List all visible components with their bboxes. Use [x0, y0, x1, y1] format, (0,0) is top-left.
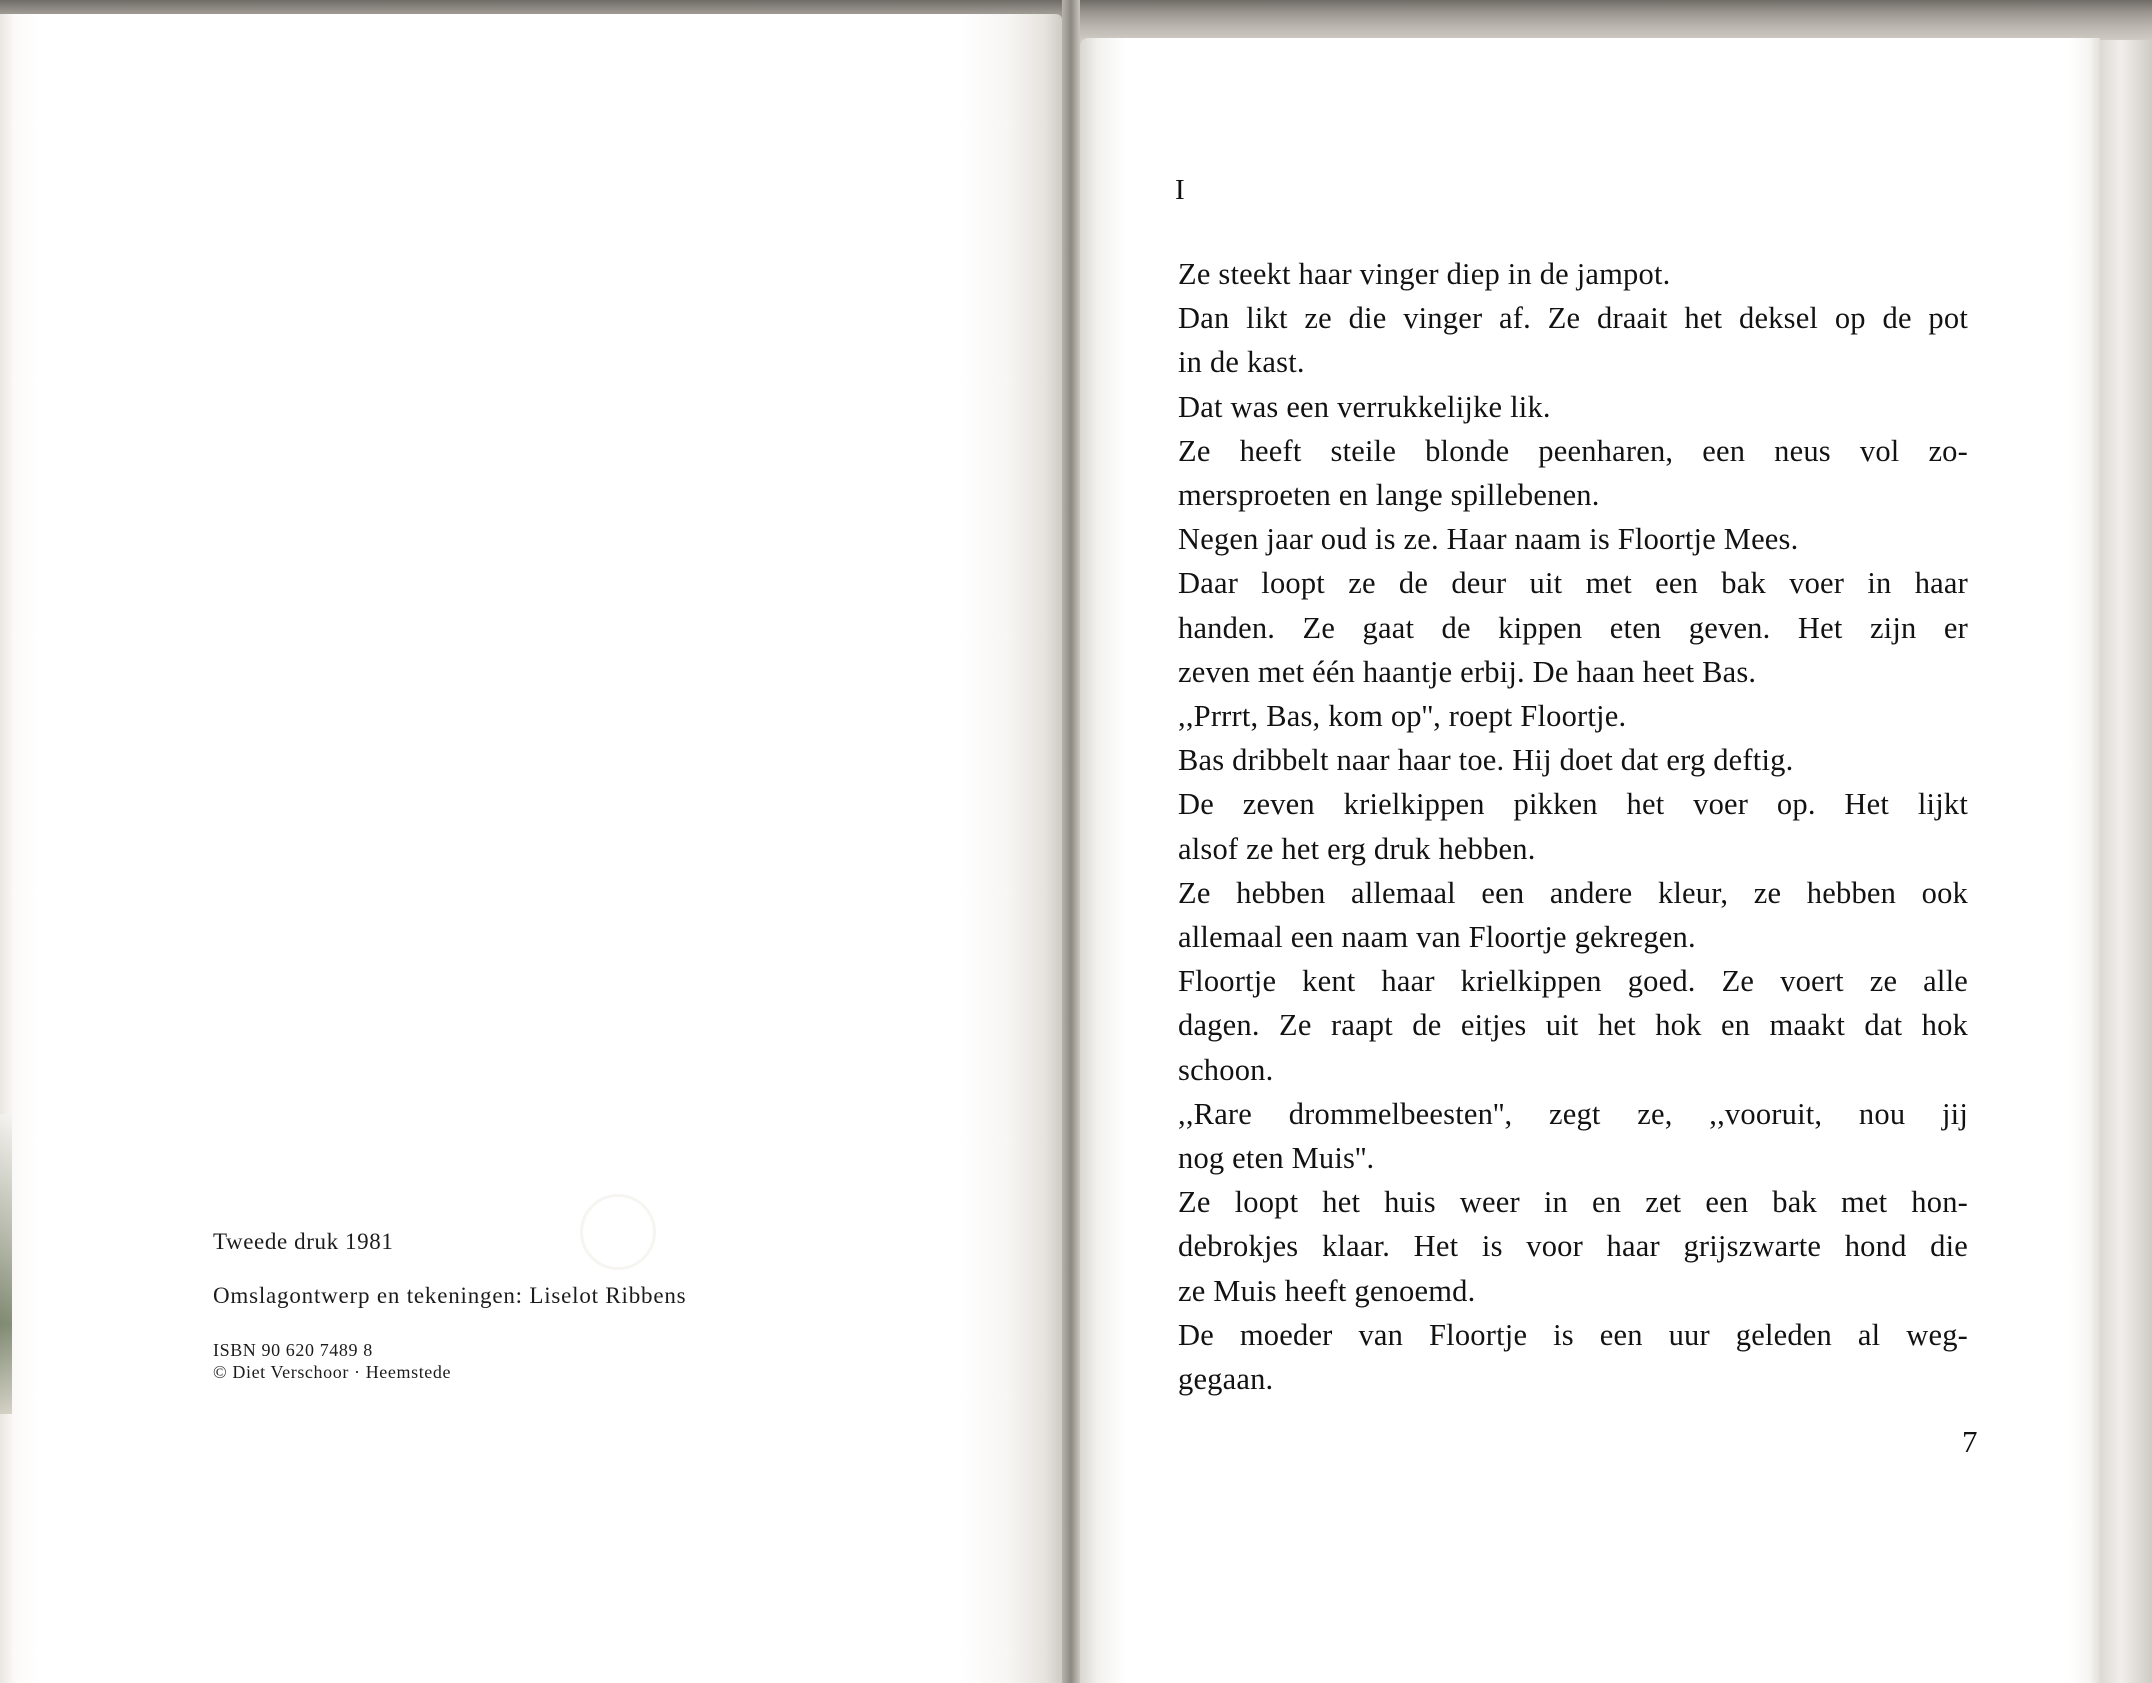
body-text — [1178, 252, 1968, 1401]
text-line: Dan likt ze die vinger af. Ze draait het deksel op de pot — [1178, 301, 1968, 336]
page-number: 7 — [1962, 1424, 1978, 1459]
text-line: Ze hebben allemaal een andere kleur, ze hebben ook — [1178, 875, 1968, 910]
copyright-line: © Diet Verschoor · Heemstede — [213, 1362, 452, 1382]
page-edges — [2100, 40, 2152, 1683]
edition-note: Tweede druk 1981 — [213, 1229, 394, 1254]
text-line: ,,Rare drommelbeesten'', zegt ze, ,,vooruit, nou jij — [1178, 1096, 1968, 1131]
isbn: ISBN 90 620 7489 8 — [213, 1340, 373, 1360]
text-line: Negen jaar oud is ze. Haar naam is Floortje Mees. — [1178, 522, 1799, 557]
text-line: mersproeten en lange spillebenen. — [1178, 478, 1600, 513]
text-line: ze Muis heeft genoemd. — [1178, 1273, 1476, 1308]
text-line: Bas dribbelt naar haar toe. Hij doet dat erg deftig. — [1178, 743, 1794, 778]
text-line: Dat was een verrukkelijke lik. — [1178, 389, 1551, 424]
left-page — [0, 14, 1062, 1683]
text-line: Ze heeft steile blonde peenharen, een neus vol zo- — [1178, 433, 1968, 468]
text-line: Floortje kent haar krielkippen goed. Ze voert ze alle — [1178, 964, 1968, 999]
chapter-number: I — [1175, 174, 1185, 206]
text-line: Ze loopt het huis weer in en zet een bak met hon- — [1178, 1185, 1968, 1220]
cover-credits: Omslagontwerp en tekeningen: Liselot Ribbens — [213, 1283, 687, 1308]
text-line: debrokjes klaar. Het is voor haar grijszwarte hond die — [1178, 1229, 1968, 1264]
colophon — [213, 1229, 973, 1383]
text-line: in de kast. — [1178, 345, 1305, 380]
text-line: nog eten Muis''. — [1178, 1141, 1375, 1176]
text-line: zeven met één haantje erbij. De haan heet Bas. — [1178, 654, 1757, 689]
text-line: allemaal een naam van Floortje gekregen. — [1178, 920, 1696, 955]
text-line: De moeder van Floortje is een uur geleden al weg- — [1178, 1317, 1968, 1352]
text-line: De zeven krielkippen pikken het voer op. Het lijkt — [1178, 787, 1968, 822]
text-line: ,,Prrrt, Bas, kom op'', roept Floortje. — [1178, 699, 1627, 734]
text-line: dagen. Ze raapt de eitjes uit het hok en maakt dat hok — [1178, 1008, 1968, 1043]
text-line: schoon. — [1178, 1052, 1274, 1087]
book-gutter — [1062, 0, 1080, 1683]
text-line: Daar loopt ze de deur uit met een bak voer in haar — [1178, 566, 1968, 601]
text-line: alsof ze het erg druk hebben. — [1178, 831, 1536, 866]
text-line: Ze steekt haar vinger diep in de jampot. — [1178, 257, 1671, 291]
text-line: handen. Ze gaat de kippen eten geven. Het zijn er — [1178, 610, 1968, 645]
text-line: gegaan. — [1178, 1362, 1274, 1397]
cover-edge-illustration — [0, 1114, 12, 1414]
